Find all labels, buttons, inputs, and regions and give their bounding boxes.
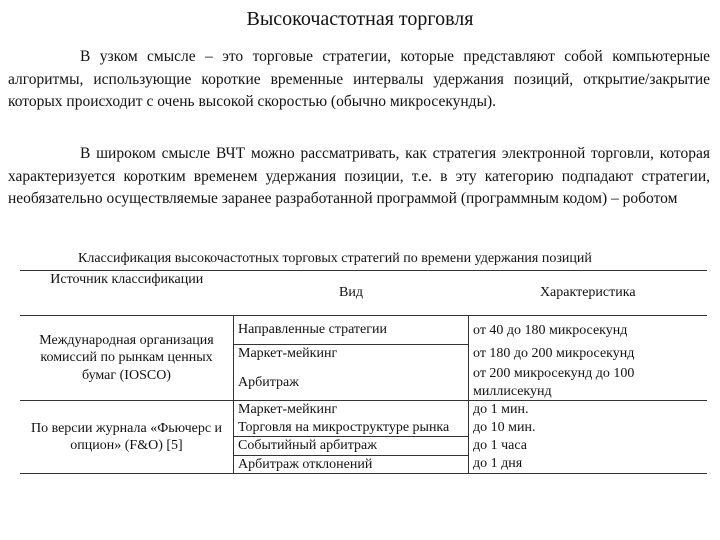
header-type: Вид xyxy=(234,271,469,316)
table-caption: Классификация высокочастотных торговых стратегий по времени удержания позиций xyxy=(78,251,592,266)
row-type: Арбитраж отклонений xyxy=(234,455,469,474)
row-characteristic: до 1 часа xyxy=(469,437,708,456)
row-characteristic: до 10 мин. xyxy=(469,419,708,437)
row-characteristic: от 40 до 180 микросекунд xyxy=(469,316,708,345)
paragraph-text: В широком смысле ВЧТ можно рассматривать, как стратегия электронной торговли, которая характеризуется коротким временем удержания позиции, т.е. в эту категорию подпадают стратегии, необязательно осуществляемые заранее разработанной программой (программным кодом) – роботом xyxy=(8,145,710,207)
row-type: Арбитраж xyxy=(234,365,469,401)
header-characteristic: Характеристика xyxy=(469,271,708,316)
row-type: Событийный арбитраж xyxy=(234,437,469,456)
row-characteristic: от 180 до 200 микросекунд xyxy=(469,345,708,366)
table-row xyxy=(20,401,707,419)
row-type: Направленные стратегии xyxy=(234,316,469,345)
page-title: Высокочастотная торговля xyxy=(246,8,474,30)
row-characteristic: до 1 дня xyxy=(469,455,708,474)
paragraph-narrow-definition xyxy=(8,46,710,114)
paragraph-text: В узком смысле – это торговые стратегии, которые представляют собой компьютерные алгоритмы, использующие короткие временные интервалы удержания позиций, открытие/закрытие которых происходит с очень высокой скоростью (обычно микросекунды). xyxy=(8,48,710,110)
header-source: Источник классификации xyxy=(20,271,234,316)
group-source-fo: По версии журнала «Фьючерс и опцион» (F&O) [5] xyxy=(20,401,234,474)
group-source-iosco: Международная организация комиссий по рынкам ценных бумаг (IOSCO) xyxy=(20,316,234,401)
row-type: Торговля на микроструктуре рынка xyxy=(234,419,469,437)
table-header-row xyxy=(20,271,707,316)
table-row xyxy=(20,316,707,345)
row-type: Маркет-мейкинг xyxy=(234,345,469,366)
row-characteristic: до 1 мин. xyxy=(469,401,708,419)
row-characteristic: от 200 микросекунд до 100 миллисекунд xyxy=(469,365,708,401)
row-type: Маркет-мейкинг xyxy=(234,401,469,419)
classification-table xyxy=(20,270,707,474)
paragraph-broad-definition xyxy=(8,143,710,211)
